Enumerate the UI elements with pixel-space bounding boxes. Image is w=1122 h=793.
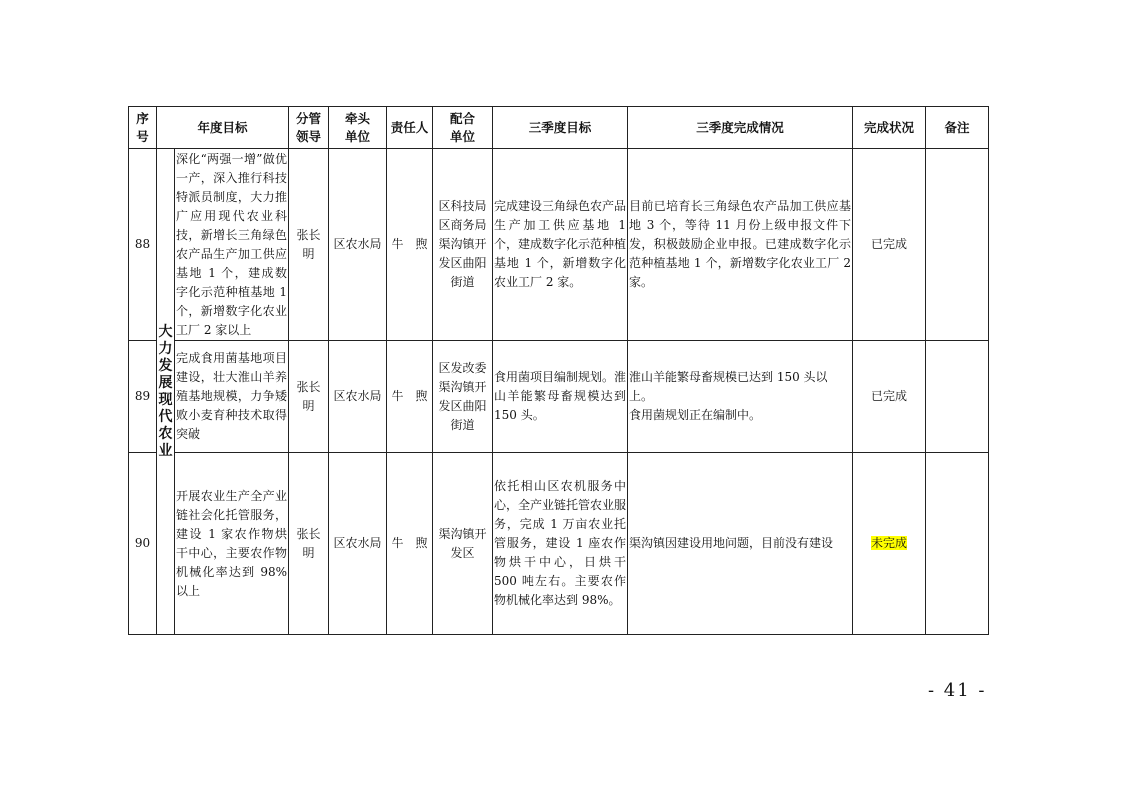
row-q3-progress: 淮山羊能繁母畜规模已达到 150 头以上。 食用菌规划正在编制中。 — [628, 341, 853, 453]
row-person: 牛 煦 — [387, 453, 433, 635]
row-remarks — [926, 149, 989, 341]
header-q3-goal: 三季度目标 — [493, 107, 628, 149]
table-row — [129, 149, 989, 341]
row-status — [853, 341, 926, 453]
row-annual-goal: 深化“两强一增”做优一产，深入推行科技特派员制度，大力推广应用现代农业科技，新增长三角绿色农产品生产加工供应基地 1 个，建成数字化示范种植基地 1 个，新增数字化农业工厂 2 家以上 — [175, 149, 289, 341]
row-coop-unit: 区发改委渠沟镇开发区曲阳街道 — [433, 341, 493, 453]
table-row — [129, 341, 989, 453]
status-text: 已完成 — [871, 237, 908, 251]
row-seq: 89 — [129, 341, 157, 453]
row-remarks — [926, 341, 989, 453]
row-leader: 张长明 — [289, 149, 329, 341]
row-lead-unit: 区农水局 — [329, 341, 387, 453]
page-number: - 41 - — [928, 680, 987, 701]
row-q3-progress: 渠沟镇因建设用地问题，目前没有建设 — [628, 453, 853, 635]
header-coop-unit: 配合单位 — [433, 107, 493, 149]
header-status: 完成状况 — [853, 107, 926, 149]
header-row — [129, 107, 989, 149]
row-annual-goal: 完成食用菌基地项目建设，壮大淮山羊养殖基地规模，力争矮败小麦育种技术取得突破 — [175, 341, 289, 453]
header-seq: 序号 — [129, 107, 157, 149]
row-q3-goal: 完成建设三角绿色农产品生产加工供应基地 1 个，建成数字化示范种植基地 1 个，新增数字化农业工厂 2 家。 — [493, 149, 628, 341]
row-person: 牛 煦 — [387, 149, 433, 341]
status-text: 已完成 — [871, 389, 908, 403]
header-remarks: 备注 — [926, 107, 989, 149]
category-cell — [157, 149, 175, 635]
row-person: 牛 煦 — [387, 341, 433, 453]
progress-table — [128, 106, 989, 635]
row-coop-unit: 区科技局区商务局渠沟镇开发区曲阳街道 — [433, 149, 493, 341]
header-q3-progress: 三季度完成情况 — [628, 107, 853, 149]
row-remarks — [926, 453, 989, 635]
row-q3-progress: 目前已培育长三角绿色农产品加工供应基地 3 个，等待 11 月份上级申报文件下发，积极鼓励企业申报。已建成数字化示范种植基地 1 个，新增数字化农业工厂 2 家。 — [628, 149, 853, 341]
row-leader: 张长明 — [289, 453, 329, 635]
header-lead-unit: 牵头单位 — [329, 107, 387, 149]
status-text-highlighted: 未完成 — [871, 536, 908, 550]
row-leader: 张长明 — [289, 341, 329, 453]
row-coop-unit: 渠沟镇开发区 — [433, 453, 493, 635]
row-status — [853, 453, 926, 635]
header-leader: 分管领导 — [289, 107, 329, 149]
row-q3-goal: 依托相山区农机服务中心，全产业链托管农业服务，完成 1 万亩农业托管服务，建设 1 座农作物烘干中心，日烘干 500 吨左右。主要农作物机械化率达到 98%。 — [493, 453, 628, 635]
row-seq: 88 — [129, 149, 157, 341]
row-q3-goal: 食用菌项目编制规划。淮山羊能繁母畜规模达到 150 头。 — [493, 341, 628, 453]
header-person: 责任人 — [387, 107, 433, 149]
header-annual-goal: 年度目标 — [157, 107, 289, 149]
row-lead-unit: 区农水局 — [329, 453, 387, 635]
row-lead-unit: 区农水局 — [329, 149, 387, 341]
table-row — [129, 453, 989, 635]
row-seq: 90 — [129, 453, 157, 635]
category-label: 大力发展现代农业 — [158, 323, 173, 459]
row-status — [853, 149, 926, 341]
row-annual-goal: 开展农业生产全产业链社会化托管服务，建设 1 家农作物烘干中心，主要农作物机械化率达到 98%以上 — [175, 453, 289, 635]
